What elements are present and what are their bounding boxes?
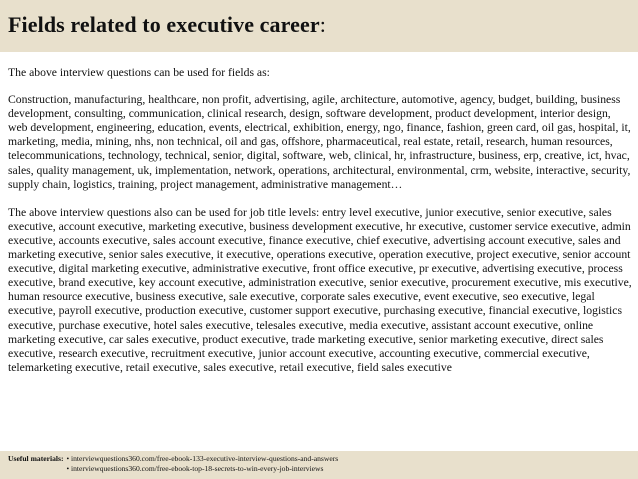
ebook-link-interview-secrets[interactable]: • interviewquestions360.com/free-ebook-top-18-secrets-to-win-every-job-interviews: [66, 464, 324, 473]
useful-materials-label: [8, 454, 63, 474]
page-title-colon: :: [319, 12, 326, 37]
job-titles-paragraph: The above interview questions also can be used for job title levels: entry level executive, junior executive, senior executive, sales executive, account executive, marketing executive, business development executive, hr executive, customer service executive, admin executive, accounts executive, sales account executive, finance executive, chief executive, advertising account executive, sales and marketing executive, senior sales executive, it executive, operations executive, operation executive, project executive, senior account executive, digital marketing executive, administrative executive, front office executive, pr executive, advertising executive, process executive, brand executive, key account executive, administration executive, senior executive, procurement executive, mis executive, human resource executive, business executive, sale executive, corporate sales executive, event executive, seo executive, legal executive, payroll executive, production executive, customer support executive, purchasing executive, financial executive, logistics executive, purchase executive, hotel sales executive, telesales executive, media executive, assistant account executive, online marketing executive, car sales executive, product executive, trade marketing executive, senior marketing executive, direct sales executive, research executive, recruitment executive, junior account executive, accounting executive, commercial executive, telemarketing executive, retail executive, sales executive, retail executive, field sales executive: [8, 205, 632, 374]
useful-materials-label-text: Useful materials: [8, 454, 61, 463]
footer-band: [0, 451, 638, 479]
useful-materials: [8, 454, 338, 474]
fields-paragraph: Construction, manufacturing, healthcare, non profit, advertising, agile, architecture, automotive, agency, budget, building, business development, consulting, communication, clinical research, design, software development, product development, interior design, web development, engineering, education, events, electrical, exhibition, energy, ngo, finance, fashion, green card, oil gas, hospital, it, marketing, media, mining, nhs, non technical, oil and gas, offshore, pharmaceutical, real estate, retail, research, human resources, telecommunications, technology, technical, senior, digital, software, web, clinical, hr, infrastructure, business, erp, creative, ict, hvac, sales, quality management, uk, implementation, network, operations, architectural, environmental, crm, website, interactive, security, supply chain, logistics, training, project management, administrative management…: [8, 93, 631, 191]
main-content: [8, 66, 632, 375]
useful-materials-links: [66, 454, 338, 474]
header-band: [0, 0, 638, 52]
ebook-link-executive-questions[interactable]: • interviewquestions360.com/free-ebook-133-executive-interview-questions-and-answers: [66, 454, 339, 463]
page-title-text: Fields related to executive career: [8, 12, 320, 37]
intro-text: The above interview questions can be used for fields as:: [8, 66, 270, 79]
useful-materials-separator: :: [60, 454, 64, 463]
page-title: [8, 12, 326, 38]
